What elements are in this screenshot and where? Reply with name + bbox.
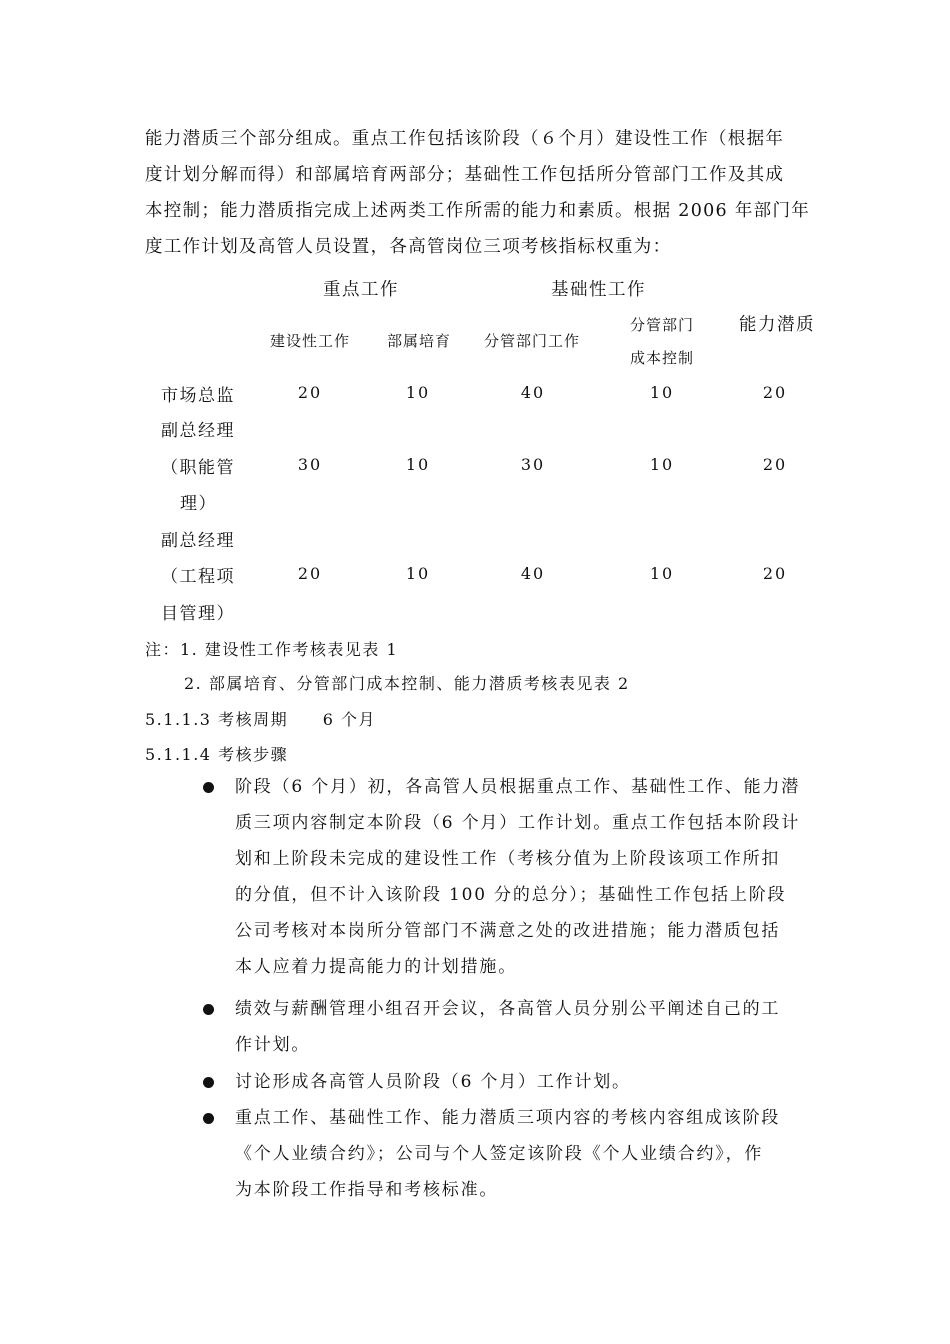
- group-header-key-work: 重点工作: [323, 280, 399, 300]
- intro-paragraph: [145, 121, 813, 265]
- bullet-item: [235, 1064, 810, 1100]
- table-cell: 30: [297, 455, 323, 474]
- table-cell: 20: [297, 383, 323, 402]
- table-cell: 30: [520, 455, 546, 474]
- table-cell: 20: [762, 383, 788, 402]
- table-cell: 10: [649, 455, 675, 474]
- bullet-item: [235, 769, 810, 985]
- bullet-line: 质三项内容制定本阶段（6 个月）工作计划。重点工作包括本阶段计: [235, 813, 801, 833]
- table-cell: 10: [405, 383, 431, 402]
- note-line-1: 注：1. 建设性工作考核表见表 1: [145, 640, 399, 659]
- section-number: 5.1.1.3: [145, 710, 212, 729]
- row-label-vp-functional: （职能管: [161, 458, 235, 478]
- note-line-2: 2. 部属培育、分管部门成本控制、能力潜质考核表见表 2: [184, 674, 630, 693]
- bullet-icon: [203, 1077, 214, 1088]
- bullet-icon: [203, 782, 214, 793]
- row-label-market-director: 市场总监: [161, 386, 235, 406]
- bullet-item: [235, 1100, 810, 1208]
- section-steps: [145, 742, 288, 765]
- row-label-vp-engineering: 副总经理: [161, 531, 235, 551]
- row-label-vp-engineering: 目管理）: [161, 604, 235, 624]
- bullet-line: 《个人业绩合约》；公司与个人签定该阶段《个人业绩合约》，作: [235, 1144, 764, 1164]
- row-label-vp-engineering: （工程项: [161, 567, 235, 587]
- group-header-basic-work: 基础性工作: [551, 280, 646, 300]
- intro-line: 本控制；能力潜质指完成上述两类工作所需的能力和素质。根据 2006 年部门年: [145, 201, 811, 221]
- bullet-line: 重点工作、基础性工作、能力潜质三项内容的考核内容组成该阶段: [235, 1108, 781, 1128]
- bullet-line: 绩效与薪酬管理小组召开会议，各高管人员分别公平阐述自己的工: [235, 999, 781, 1019]
- bullet-item: [235, 991, 810, 1063]
- section-title: 考核周期: [218, 710, 289, 729]
- bullet-line: 公司考核对本岗所分管部门不满意之处的改进措施；能力潜质包括: [235, 921, 781, 941]
- col-header-ability: 能力潜质: [739, 315, 815, 335]
- col-header-dept-cost-line2: 成本控制: [630, 349, 695, 367]
- section-title: 考核步骤: [218, 745, 289, 764]
- bullet-icon: [203, 1113, 214, 1124]
- bullet-line: 讨论形成各高管人员阶段（6 个月）工作计划。: [235, 1072, 631, 1092]
- table-cell: 10: [649, 383, 675, 402]
- intro-line: 能力潜质三个部分组成。重点工作包括该阶段（６个月）建设性工作（根据年: [145, 129, 785, 149]
- bullet-icon: [203, 1004, 214, 1015]
- intro-line: 度工作计划及高管人员设置，各高管岗位三项考核指标权重为：: [145, 237, 672, 257]
- section-cycle: [145, 707, 376, 730]
- section-number: 5.1.1.4: [145, 745, 212, 764]
- bullet-line: 作计划。: [235, 1035, 311, 1055]
- table-cell: 10: [405, 564, 431, 583]
- bullet-line: 的分值，但不计入该阶段 100 分的总分）；基础性工作包括上阶段: [235, 885, 787, 905]
- table-cell: 20: [762, 564, 788, 583]
- row-label-vp-functional: 副总经理: [161, 421, 235, 441]
- bullet-line: 划和上阶段未完成的建设性工作（考核分值为上阶段该项工作所扣: [235, 849, 781, 869]
- col-header-dept-cost-line1: 分管部门: [630, 316, 695, 334]
- bullet-line: 本人应着力提高能力的计划措施。: [235, 957, 517, 977]
- bullet-line: 阶段（6 个月）初，各高管人员根据重点工作、基础性工作、能力潜: [235, 777, 801, 797]
- table-cell: 40: [520, 383, 546, 402]
- table-cell: 10: [649, 564, 675, 583]
- row-label-vp-functional: 理）: [180, 494, 217, 514]
- col-header-staff-training: 部属培育: [387, 332, 452, 350]
- table-cell: 40: [520, 564, 546, 583]
- col-header-dept-work: 分管部门工作: [484, 332, 581, 350]
- table-cell: 10: [405, 455, 431, 474]
- table-cell: 20: [297, 564, 323, 583]
- col-header-constructive-work: 建设性工作: [270, 332, 351, 350]
- bullet-line: 为本阶段工作指导和考核标准。: [235, 1180, 499, 1200]
- table-cell: 20: [762, 455, 788, 474]
- section-value: 6 个月: [322, 710, 376, 729]
- intro-line: 度计划分解而得）和部属培育两部分；基础性工作包括所分管部门工作及其成: [145, 165, 785, 185]
